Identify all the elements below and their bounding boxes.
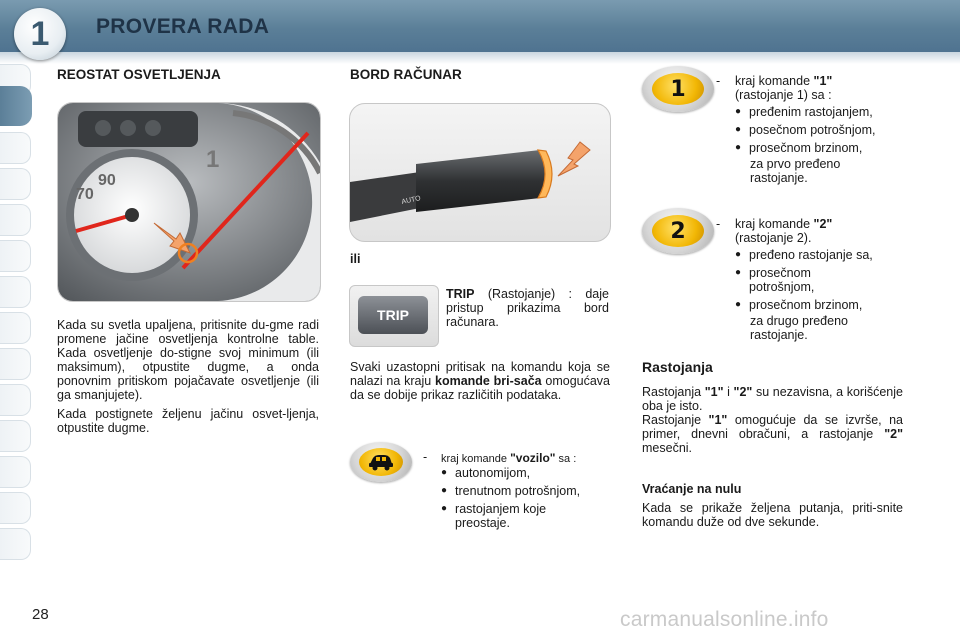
reostat-paragraph-1: Kada su svetla upaljena, pritisnite du-gme radi promene jačine osvetljenja kontrolne table. Kada osvetljenje do-stigne svoj minimum (ili maksimum), otpustite dugme, a onda ponovnim pritiskom pojačavate osvetljenje (ili ga smanjujete).: [57, 318, 319, 402]
chapter-tab[interactable]: [0, 456, 31, 488]
dial-label-90: 90: [98, 172, 116, 189]
block2-line2: (rastojanje 2).: [735, 231, 812, 245]
block2-note: za drugo pređeno rastojanje.: [750, 314, 848, 342]
chapter-tab[interactable]: [0, 204, 31, 236]
dashboard-illustration: [58, 103, 320, 301]
vozilo-post: sa :: [555, 453, 577, 465]
list-item: ● posečnom potrošnjom,: [735, 123, 876, 137]
watermark: carmanualsonline.info: [620, 608, 829, 631]
vozilo-badge: [350, 442, 412, 482]
block1-dash: -: [716, 74, 721, 88]
block1-line2: (rastojanje 1) sa :: [735, 88, 832, 102]
reset-heading: Vraćanje na nulu: [642, 482, 742, 496]
vozilo-bold: "vozilo": [510, 451, 556, 465]
chapter-tab[interactable]: [0, 348, 31, 380]
reset-paragraph: Kada se prikaže željena putanja, priti-snite komandu duže od dve sekunde.: [642, 501, 903, 529]
chapter-badge: 1: [14, 8, 66, 60]
list-item: ● prosečnom brzinom,: [735, 141, 863, 155]
trip-1-badge: [642, 66, 714, 112]
ili-label: ili: [350, 252, 361, 266]
dashboard-image: [57, 102, 321, 302]
chapter-tab[interactable]: [0, 168, 31, 200]
trip-bold: TRIP: [446, 287, 475, 301]
section-heading-reostat: REOSTAT OSVETLJENJA: [57, 67, 221, 82]
chapter-tab[interactable]: [0, 312, 31, 344]
list-item: ● rastojanjem koje preostaje.: [441, 502, 547, 530]
dial-label-70: 70: [76, 186, 94, 203]
wiper-stalk-image: [349, 103, 611, 242]
car-icon: [367, 453, 395, 471]
chapter-tab[interactable]: [0, 492, 31, 524]
trip-button[interactable]: TRIP: [358, 296, 428, 334]
block2-list: [735, 248, 915, 316]
trip-text: (Rastojanje) : daje pristup prikazima bord računara.: [446, 287, 609, 329]
block1-note: za prvo pređeno rastojanje.: [750, 157, 841, 185]
list-item: ● pređeno rastojanje sa,: [735, 248, 873, 262]
svaki-bold: komande bri-sača: [435, 374, 542, 388]
block1-list: [735, 105, 915, 159]
vozilo-dash: -: [423, 450, 428, 464]
section-heading-bord: BORD RAČUNAR: [350, 67, 462, 82]
vozilo-pre: kraj komande: [441, 453, 511, 465]
svaki-paragraph: [350, 360, 610, 402]
list-item: ● pređenim rastojanjem,: [735, 105, 873, 119]
list-item: ● trenutnom potrošnjom,: [441, 484, 581, 498]
rastojanja-heading: Rastojanja: [642, 359, 713, 375]
reostat-paragraph-2: Kada postignete željenu jačinu osvet-ljenja, otpustite dugme.: [57, 407, 319, 435]
chapter-tab[interactable]: [0, 384, 31, 416]
rastojanja-paragraph-1: Rastojanja "1" i "2" su nezavisna, a korišćenje oba je isto.: [642, 385, 903, 413]
header-shade: [0, 52, 960, 64]
block2-dash: -: [716, 217, 721, 231]
svaki-text-2: omogućava da se dobije prikaz različitih podataka.: [350, 374, 611, 402]
chapter-tab-active[interactable]: [0, 86, 32, 126]
chapter-tab[interactable]: [0, 528, 31, 560]
vozilo-list: [441, 466, 611, 530]
list-item: ● prosečnom brzinom,: [735, 298, 863, 312]
block2-line1: kraj komande "2": [735, 217, 833, 231]
chapter-tab[interactable]: [0, 132, 31, 164]
list-item: ● autonomijom,: [441, 466, 531, 480]
trip-2-badge-number: 2: [652, 215, 704, 247]
block1-line1: kraj komande "1": [735, 74, 833, 88]
trip-button-image: [349, 285, 439, 347]
stalk-auto-label: AUTO: [400, 195, 422, 206]
trip-paragraph: [446, 287, 609, 329]
dial-label-1: 1: [206, 146, 220, 173]
rastojanja-paragraph-2: Rastojanje "1" omogućuje da se izvrše, na primer, dnevni obračuni, a rastojanje "2" mesečni.: [642, 413, 903, 455]
wiper-stalk-illustration: [350, 104, 610, 241]
svaki-text-1: Svaki uzastopni pritisak na komandu koja se nalazi na kraju: [350, 360, 610, 388]
page-title: PROVERA RADA: [96, 15, 270, 38]
vozilo-line: [441, 451, 576, 465]
chapter-tab[interactable]: [0, 276, 31, 308]
chapter-tab[interactable]: [0, 240, 31, 272]
list-item: ● prosečnom potrošnjom,: [735, 266, 815, 294]
page-number: 28: [32, 606, 49, 623]
trip-1-badge-number: 1: [652, 73, 704, 105]
trip-2-badge: [642, 208, 714, 254]
chapter-tab[interactable]: [0, 420, 31, 452]
